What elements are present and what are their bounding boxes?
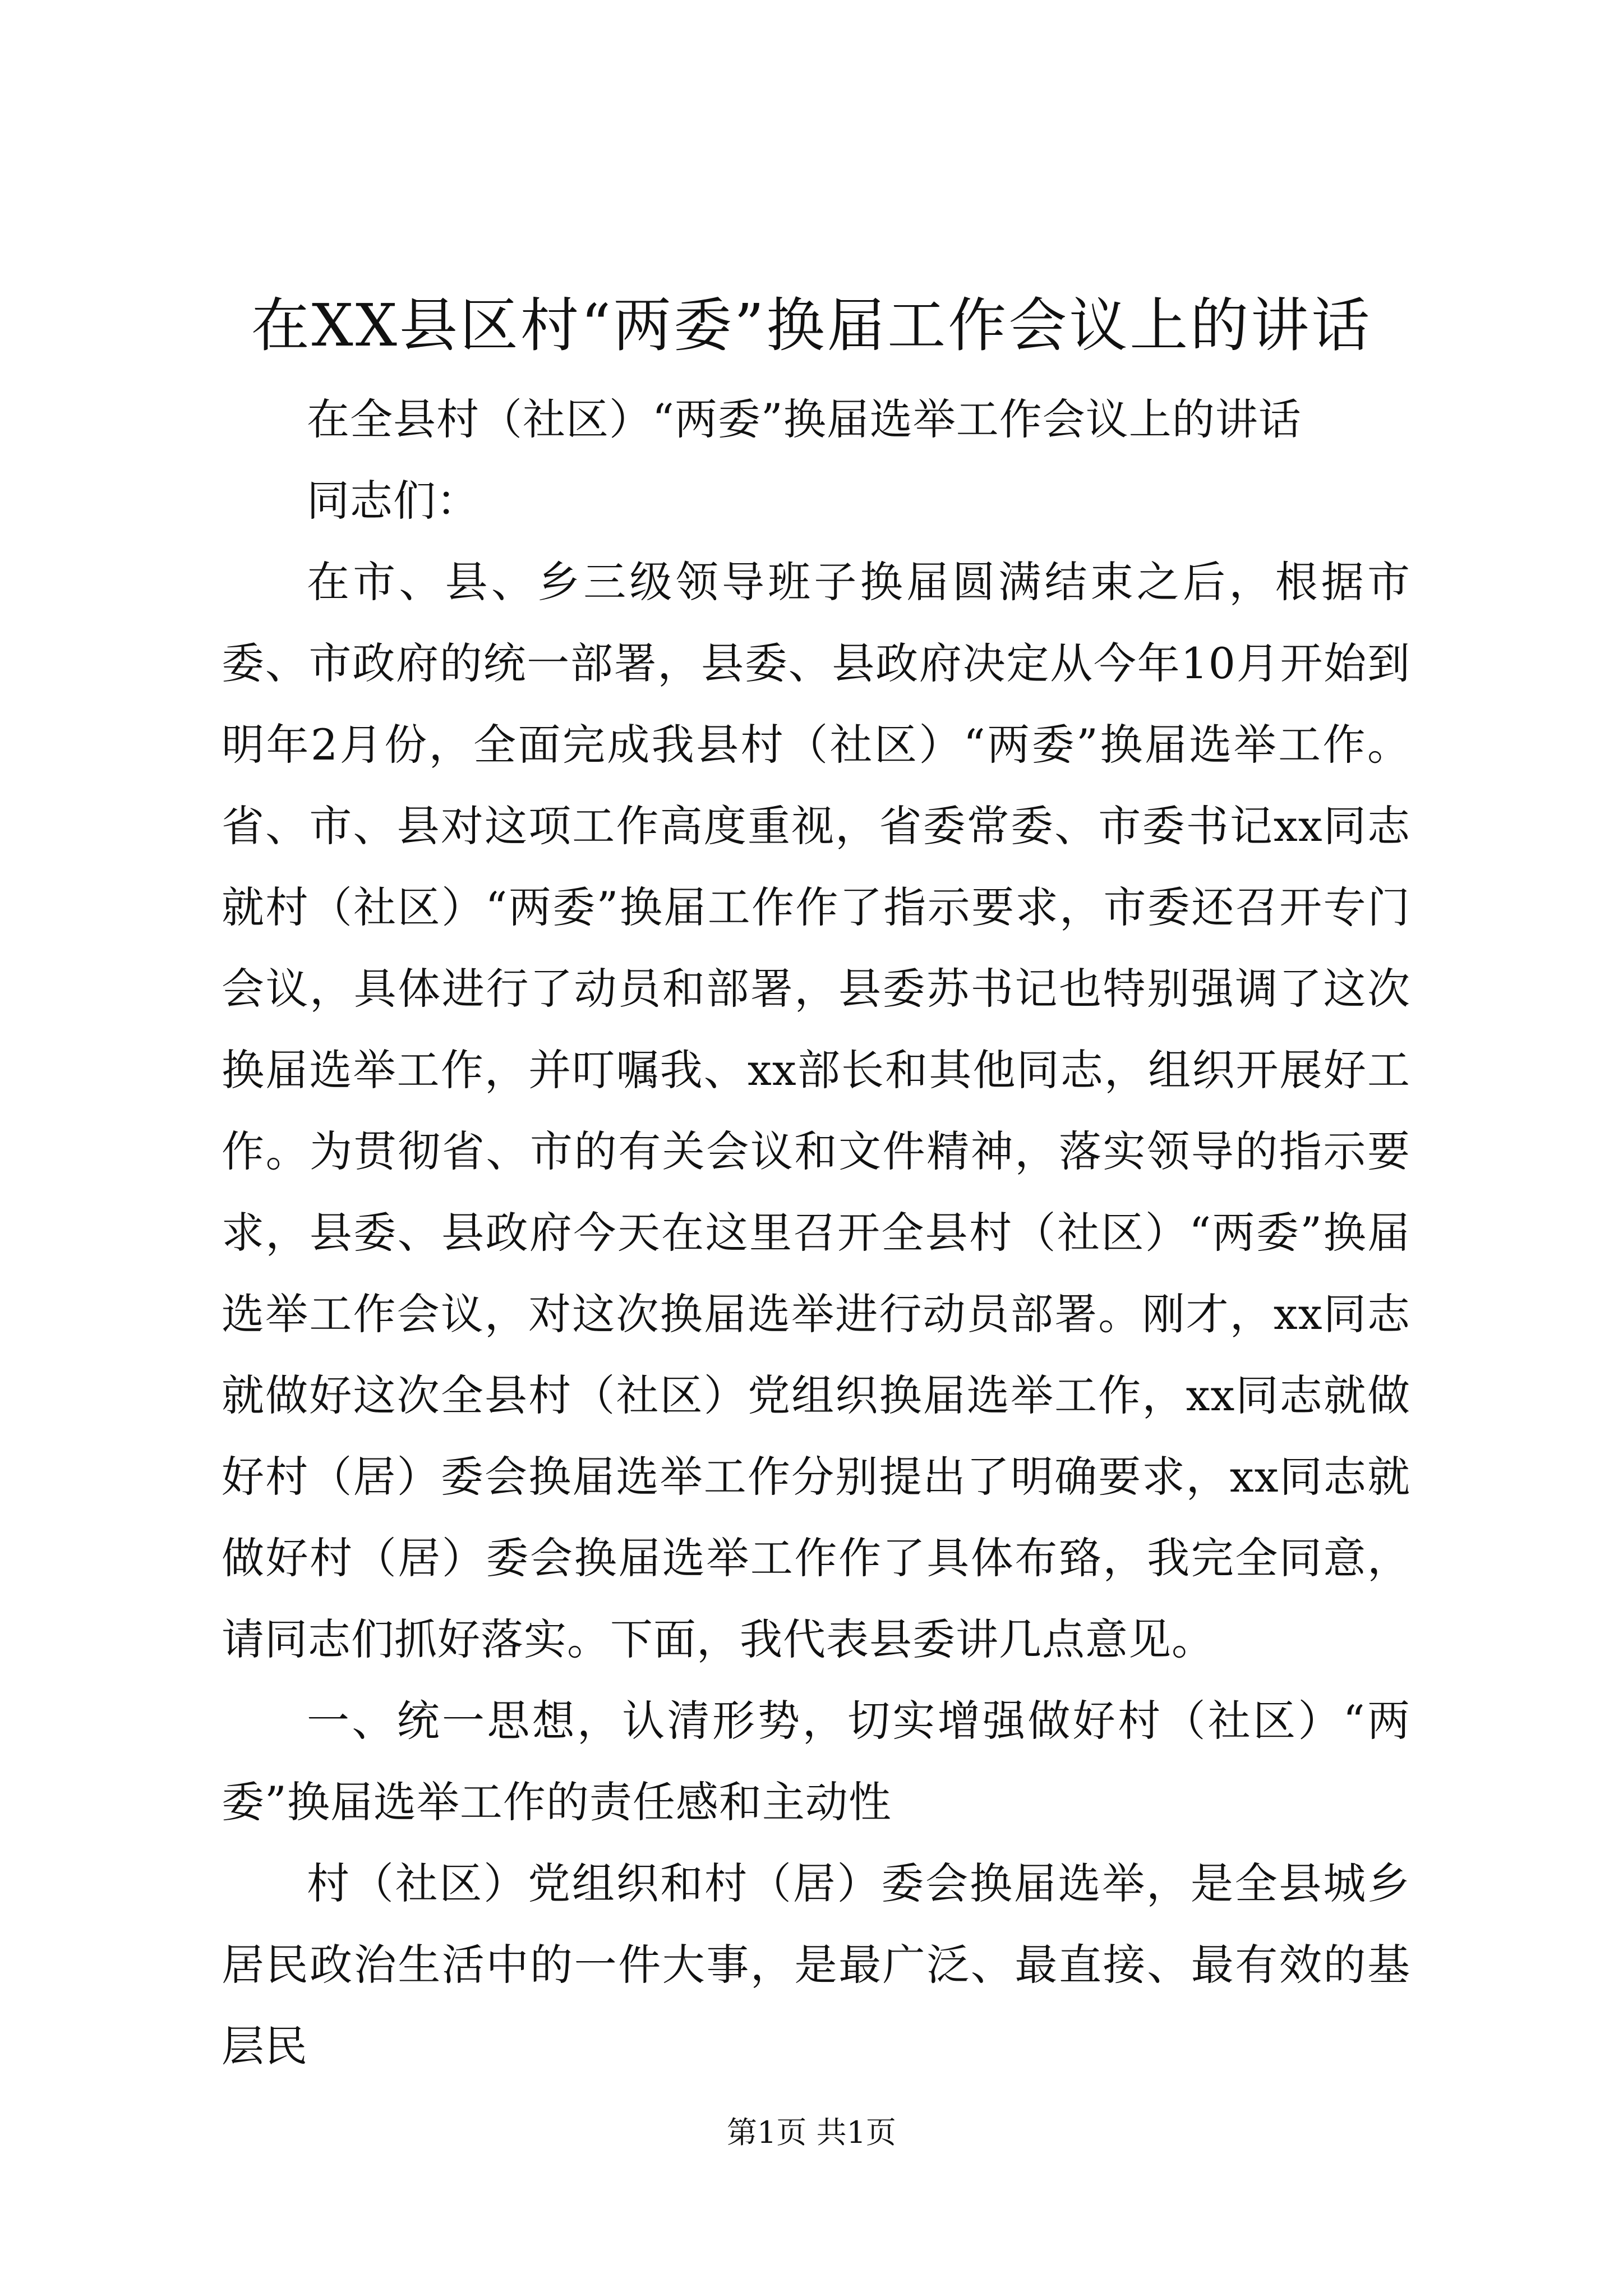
document-body <box>222 379 1410 2087</box>
salutation-paragraph: 同志们： <box>307 476 479 526</box>
body-paragraph: 在市、县、乡三级领导班子换届圆满结束之后，根据市委、市政府的统一部署，县委、县政府决定从今年10月开始到明年2月份，全面完成我县村（社区）“两委”换届选举工作。省、市、县对这项工作高度重视，省委常委、市委书记xx同志就村（社区）“两委”换届工作作了指示要求，市委还召开专门会议，具体进行了动员和部署，县委苏书记也特别强调了这次换届选举工作，并叮嘱我、xx部长和其他同志，组织开展好工作。为贯彻省、市的有关会议和文件精神，落实领导的指示要求，县委、县政府今天在这里召开全县村（社区）“两委”换届选举工作会议，对这次换届选举进行动员部署。刚才，xx同志就做好这次全县村（社区）党组织换届选举工作，xx同志就做好村（居）委会换届选举工作分别提出了明确要求，xx同志就做好村（居）委会换届选举工作作了具体布臵，我完全同意，请同志们抓好落实。下面，我代表县委讲几点意见。 <box>222 557 1410 1664</box>
document-title: 在XX县区村“两委”换届工作会议上的讲话 <box>251 291 1372 360</box>
subtitle-paragraph: 在全县村（社区）“两委”换届选举工作会议上的讲话 <box>307 394 1302 444</box>
section-heading: 一、统一思想，认清形势，切实增强做好村（社区）“两委”换届选举工作的责任感和主动性 <box>222 1696 1410 1827</box>
body-paragraph: 村（社区）党组织和村（居）委会换届选举，是全县城乡居民政治生活中的一件大事，是最广泛、最直接、最有效的基层民 <box>222 1858 1410 2071</box>
page-footer: 第1页 共1页 <box>727 2115 896 2150</box>
